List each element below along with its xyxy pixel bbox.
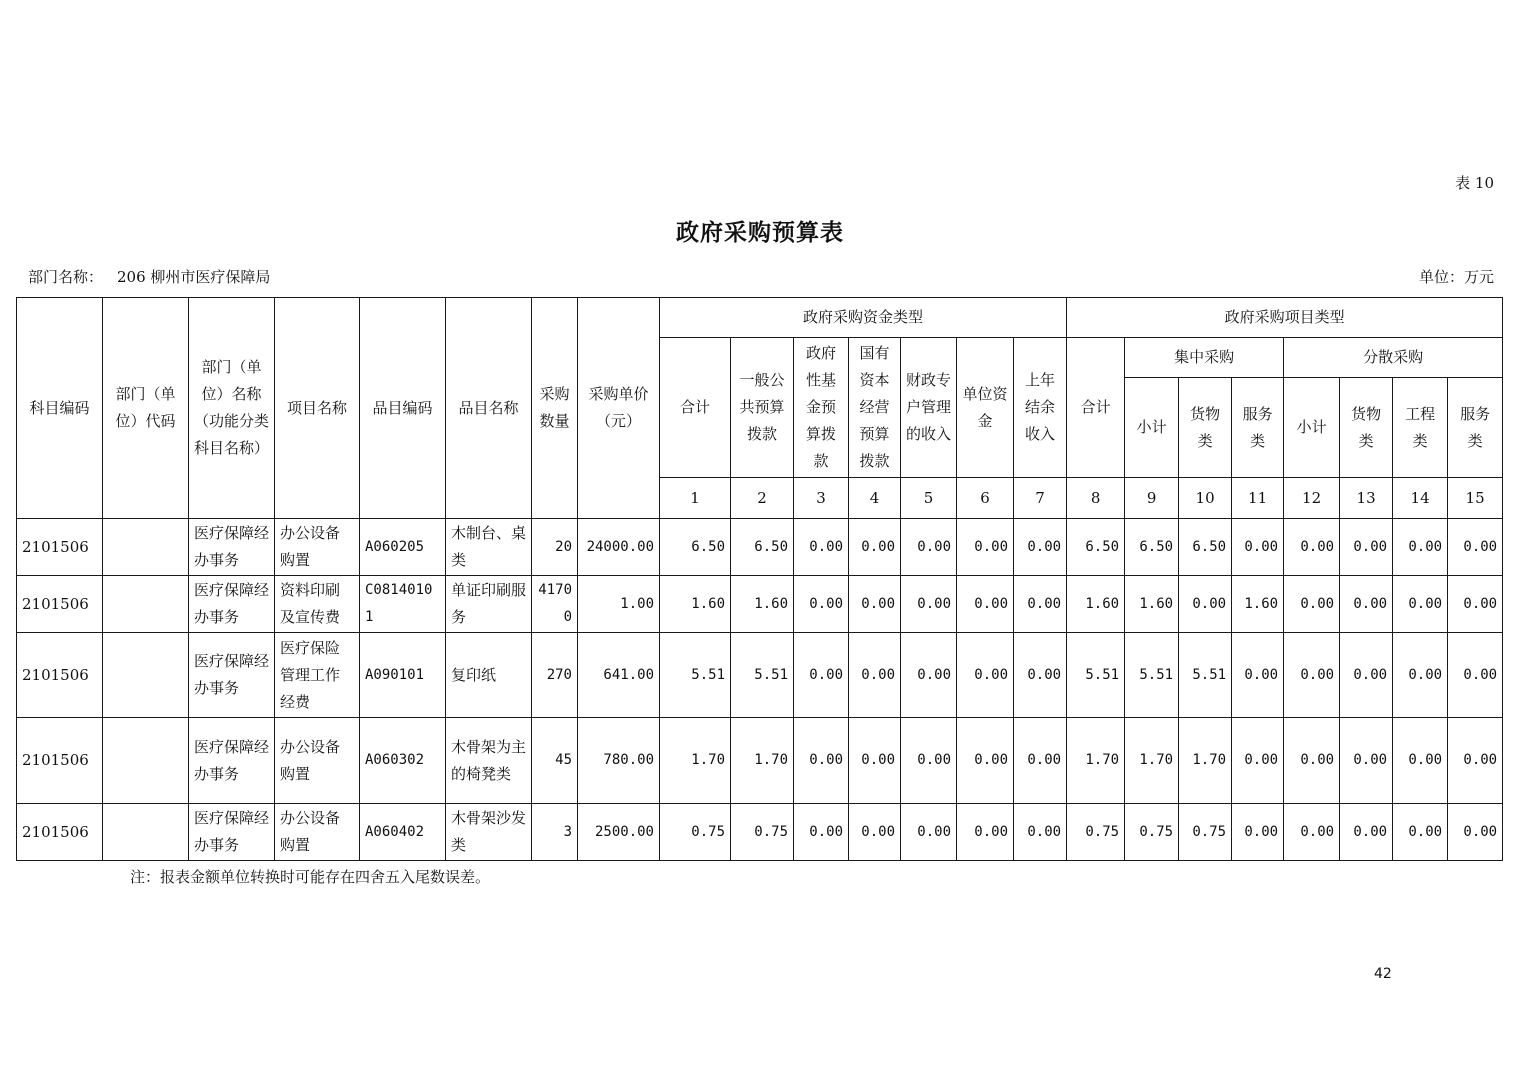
cell-amount-col-13: 0.00 bbox=[1340, 804, 1393, 861]
header-unit-price: 采购单价（元） bbox=[578, 298, 660, 519]
header-state-capital: 国有资本经营预算拨款 bbox=[849, 338, 901, 478]
cell-unit-price: 2500.00 bbox=[578, 804, 660, 861]
cell-quantity: 3 bbox=[532, 804, 578, 861]
column-number: 3 bbox=[794, 478, 849, 519]
cell-subject-code: 2101506 bbox=[17, 718, 103, 804]
header-project-name: 项目名称 bbox=[275, 298, 360, 519]
department-name: 206 柳州市医疗保障局 bbox=[117, 268, 271, 286]
header-gov-fund: 政府性基金预算拨款 bbox=[794, 338, 849, 478]
cell-amount-col-6: 0.00 bbox=[957, 718, 1014, 804]
cell-amount-col-4: 0.00 bbox=[849, 576, 901, 633]
cell-amount-col-11: 0.00 bbox=[1232, 804, 1284, 861]
cell-amount-col-14: 0.00 bbox=[1393, 519, 1448, 576]
cell-dept-name: 医疗保障经办事务 bbox=[189, 633, 275, 718]
cell-quantity: 20 bbox=[532, 519, 578, 576]
cell-amount-col-2: 5.51 bbox=[731, 633, 794, 718]
table-row bbox=[17, 633, 1503, 718]
cell-amount-col-9: 6.50 bbox=[1125, 519, 1179, 576]
cell-subject-code: 2101506 bbox=[17, 576, 103, 633]
header-project-total: 合计 bbox=[1067, 338, 1125, 478]
cell-dept-name: 医疗保障经办事务 bbox=[189, 576, 275, 633]
cell-amount-col-2: 1.70 bbox=[731, 718, 794, 804]
header-special-account: 财政专户管理的收入 bbox=[901, 338, 957, 478]
cell-amount-col-7: 0.00 bbox=[1014, 718, 1067, 804]
column-number: 14 bbox=[1393, 478, 1448, 519]
cell-amount-col-9: 0.75 bbox=[1125, 804, 1179, 861]
cell-amount-col-12: 0.00 bbox=[1284, 718, 1340, 804]
cell-amount-col-15: 0.00 bbox=[1448, 633, 1503, 718]
column-number: 1 bbox=[660, 478, 731, 519]
cell-item-name: 木制台、桌类 bbox=[446, 519, 532, 576]
cell-amount-col-12: 0.00 bbox=[1284, 576, 1340, 633]
cell-amount-col-15: 0.00 bbox=[1448, 804, 1503, 861]
cell-amount-col-11: 0.00 bbox=[1232, 519, 1284, 576]
cell-project-name: 资料印刷及宣传费 bbox=[275, 576, 360, 633]
header-quantity: 采购数量 bbox=[532, 298, 578, 519]
header-dispersed-services: 服务类 bbox=[1448, 378, 1503, 478]
cell-amount-col-10: 1.70 bbox=[1179, 718, 1232, 804]
cell-dept-code bbox=[103, 718, 189, 804]
cell-amount-col-15: 0.00 bbox=[1448, 519, 1503, 576]
cell-subject-code: 2101506 bbox=[17, 519, 103, 576]
cell-item-code: A060402 bbox=[360, 804, 446, 861]
header-dept-code: 部门（单位）代码 bbox=[103, 298, 189, 519]
cell-amount-col-9: 1.60 bbox=[1125, 576, 1179, 633]
cell-amount-col-1: 1.60 bbox=[660, 576, 731, 633]
cell-amount-col-10: 0.00 bbox=[1179, 576, 1232, 633]
cell-amount-col-10: 5.51 bbox=[1179, 633, 1232, 718]
header-central-procurement: 集中采购 bbox=[1125, 338, 1284, 378]
cell-quantity: 45 bbox=[532, 718, 578, 804]
header-central-services: 服务类 bbox=[1232, 378, 1284, 478]
cell-amount-col-8: 6.50 bbox=[1067, 519, 1125, 576]
column-number: 11 bbox=[1232, 478, 1284, 519]
cell-amount-col-5: 0.00 bbox=[901, 718, 957, 804]
cell-amount-col-7: 0.00 bbox=[1014, 633, 1067, 718]
cell-dept-name: 医疗保障经办事务 bbox=[189, 804, 275, 861]
cell-amount-col-14: 0.00 bbox=[1393, 718, 1448, 804]
header-dispersed-procurement: 分散采购 bbox=[1284, 338, 1503, 378]
cell-amount-col-2: 1.60 bbox=[731, 576, 794, 633]
cell-dept-code bbox=[103, 633, 189, 718]
cell-dept-code bbox=[103, 576, 189, 633]
cell-amount-col-6: 0.00 bbox=[957, 804, 1014, 861]
cell-dept-code bbox=[103, 804, 189, 861]
cell-amount-col-12: 0.00 bbox=[1284, 804, 1340, 861]
cell-amount-col-4: 0.00 bbox=[849, 519, 901, 576]
cell-quantity: 41700 bbox=[532, 576, 578, 633]
cell-amount-col-1: 1.70 bbox=[660, 718, 731, 804]
cell-amount-col-11: 1.60 bbox=[1232, 576, 1284, 633]
cell-unit-price: 1.00 bbox=[578, 576, 660, 633]
cell-subject-code: 2101506 bbox=[17, 804, 103, 861]
cell-item-code: A060205 bbox=[360, 519, 446, 576]
cell-dept-name: 医疗保障经办事务 bbox=[189, 718, 275, 804]
cell-unit-price: 641.00 bbox=[578, 633, 660, 718]
cell-amount-col-10: 0.75 bbox=[1179, 804, 1232, 861]
cell-amount-col-3: 0.00 bbox=[794, 576, 849, 633]
cell-amount-col-5: 0.00 bbox=[901, 519, 957, 576]
cell-amount-col-3: 0.00 bbox=[794, 718, 849, 804]
cell-amount-col-9: 1.70 bbox=[1125, 718, 1179, 804]
cell-amount-col-13: 0.00 bbox=[1340, 519, 1393, 576]
cell-amount-col-4: 0.00 bbox=[849, 718, 901, 804]
cell-amount-col-8: 1.60 bbox=[1067, 576, 1125, 633]
header-item-code: 品目编码 bbox=[360, 298, 446, 519]
cell-item-name: 木骨架为主的椅凳类 bbox=[446, 718, 532, 804]
cell-item-name: 木骨架沙发类 bbox=[446, 804, 532, 861]
column-number: 13 bbox=[1340, 478, 1393, 519]
cell-amount-col-5: 0.00 bbox=[901, 804, 957, 861]
cell-project-name: 办公设备购置 bbox=[275, 804, 360, 861]
column-number: 5 bbox=[901, 478, 957, 519]
cell-amount-col-8: 1.70 bbox=[1067, 718, 1125, 804]
header-dept-name: 部门（单位）名称（功能分类科目名称） bbox=[189, 298, 275, 519]
table-row bbox=[17, 519, 1503, 576]
cell-quantity: 270 bbox=[532, 633, 578, 718]
cell-amount-col-1: 5.51 bbox=[660, 633, 731, 718]
column-number: 8 bbox=[1067, 478, 1125, 519]
header-project-type-group: 政府采购项目类型 bbox=[1067, 298, 1503, 338]
department-line bbox=[28, 266, 270, 287]
cell-amount-col-3: 0.00 bbox=[794, 519, 849, 576]
cell-amount-col-8: 0.75 bbox=[1067, 804, 1125, 861]
cell-amount-col-6: 0.00 bbox=[957, 519, 1014, 576]
cell-amount-col-3: 0.00 bbox=[794, 633, 849, 718]
cell-item-name: 复印纸 bbox=[446, 633, 532, 718]
cell-amount-col-12: 0.00 bbox=[1284, 633, 1340, 718]
column-number: 12 bbox=[1284, 478, 1340, 519]
cell-amount-col-1: 6.50 bbox=[660, 519, 731, 576]
cell-amount-col-13: 0.00 bbox=[1340, 718, 1393, 804]
table-row bbox=[17, 576, 1503, 633]
cell-subject-code: 2101506 bbox=[17, 633, 103, 718]
column-number: 6 bbox=[957, 478, 1014, 519]
cell-item-code: A090101 bbox=[360, 633, 446, 718]
cell-amount-col-3: 0.00 bbox=[794, 804, 849, 861]
table-row bbox=[17, 804, 1503, 861]
page-number: 42 bbox=[1374, 966, 1392, 982]
cell-amount-col-5: 0.00 bbox=[901, 633, 957, 718]
page-title: 政府采购预算表 bbox=[676, 219, 844, 246]
column-number: 10 bbox=[1179, 478, 1232, 519]
header-fund-total: 合计 bbox=[660, 338, 731, 478]
cell-amount-col-14: 0.00 bbox=[1393, 576, 1448, 633]
cell-unit-price: 24000.00 bbox=[578, 519, 660, 576]
table-header bbox=[17, 298, 1503, 519]
footnote: 注：报表金额单位转换时可能存在四舍五入尾数误差。 bbox=[130, 868, 491, 886]
cell-amount-col-4: 0.00 bbox=[849, 633, 901, 718]
column-number: 9 bbox=[1125, 478, 1179, 519]
cell-dept-code bbox=[103, 519, 189, 576]
cell-amount-col-2: 0.75 bbox=[731, 804, 794, 861]
cell-amount-col-11: 0.00 bbox=[1232, 633, 1284, 718]
cell-amount-col-9: 5.51 bbox=[1125, 633, 1179, 718]
cell-amount-col-12: 0.00 bbox=[1284, 519, 1340, 576]
cell-amount-col-7: 0.00 bbox=[1014, 576, 1067, 633]
cell-amount-col-11: 0.00 bbox=[1232, 718, 1284, 804]
header-unit-funds: 单位资金 bbox=[957, 338, 1014, 478]
column-number: 2 bbox=[731, 478, 794, 519]
column-number: 15 bbox=[1448, 478, 1503, 519]
cell-item-code: C08140101 bbox=[360, 576, 446, 633]
unit-label: 单位：万元 bbox=[1418, 268, 1494, 286]
cell-amount-col-1: 0.75 bbox=[660, 804, 731, 861]
cell-amount-col-5: 0.00 bbox=[901, 576, 957, 633]
cell-project-name: 医疗保险管理工作经费 bbox=[275, 633, 360, 718]
cell-item-code: A060302 bbox=[360, 718, 446, 804]
header-fund-type-group: 政府采购资金类型 bbox=[660, 298, 1067, 338]
column-number: 7 bbox=[1014, 478, 1067, 519]
cell-amount-col-7: 0.00 bbox=[1014, 519, 1067, 576]
header-dispersed-works: 工程类 bbox=[1393, 378, 1448, 478]
cell-amount-col-15: 0.00 bbox=[1448, 718, 1503, 804]
cell-item-name: 单证印刷服务 bbox=[446, 576, 532, 633]
cell-amount-col-13: 0.00 bbox=[1340, 633, 1393, 718]
header-prior-balance: 上年结余收入 bbox=[1014, 338, 1067, 478]
cell-dept-name: 医疗保障经办事务 bbox=[189, 519, 275, 576]
cell-amount-col-2: 6.50 bbox=[731, 519, 794, 576]
procurement-budget-table bbox=[16, 297, 1503, 861]
header-dispersed-goods: 货物类 bbox=[1340, 378, 1393, 478]
cell-project-name: 办公设备购置 bbox=[275, 519, 360, 576]
cell-amount-col-14: 0.00 bbox=[1393, 633, 1448, 718]
cell-amount-col-6: 0.00 bbox=[957, 576, 1014, 633]
table-row bbox=[17, 718, 1503, 804]
department-label: 部门名称： bbox=[28, 268, 104, 286]
cell-amount-col-14: 0.00 bbox=[1393, 804, 1448, 861]
header-central-goods: 货物类 bbox=[1179, 378, 1232, 478]
cell-project-name: 办公设备购置 bbox=[275, 718, 360, 804]
table-body bbox=[17, 519, 1503, 861]
cell-amount-col-15: 0.00 bbox=[1448, 576, 1503, 633]
header-central-subtotal: 小计 bbox=[1125, 378, 1179, 478]
cell-unit-price: 780.00 bbox=[578, 718, 660, 804]
cell-amount-col-13: 0.00 bbox=[1340, 576, 1393, 633]
header-dispersed-subtotal: 小计 bbox=[1284, 378, 1340, 478]
cell-amount-col-10: 6.50 bbox=[1179, 519, 1232, 576]
table-number-label: 表 10 bbox=[1455, 174, 1494, 192]
cell-amount-col-8: 5.51 bbox=[1067, 633, 1125, 718]
header-item-name: 品目名称 bbox=[446, 298, 532, 519]
cell-amount-col-7: 0.00 bbox=[1014, 804, 1067, 861]
cell-amount-col-6: 0.00 bbox=[957, 633, 1014, 718]
header-general-budget: 一般公共预算拨款 bbox=[731, 338, 794, 478]
column-number: 4 bbox=[849, 478, 901, 519]
header-subject-code: 科目编码 bbox=[17, 298, 103, 519]
cell-amount-col-4: 0.00 bbox=[849, 804, 901, 861]
